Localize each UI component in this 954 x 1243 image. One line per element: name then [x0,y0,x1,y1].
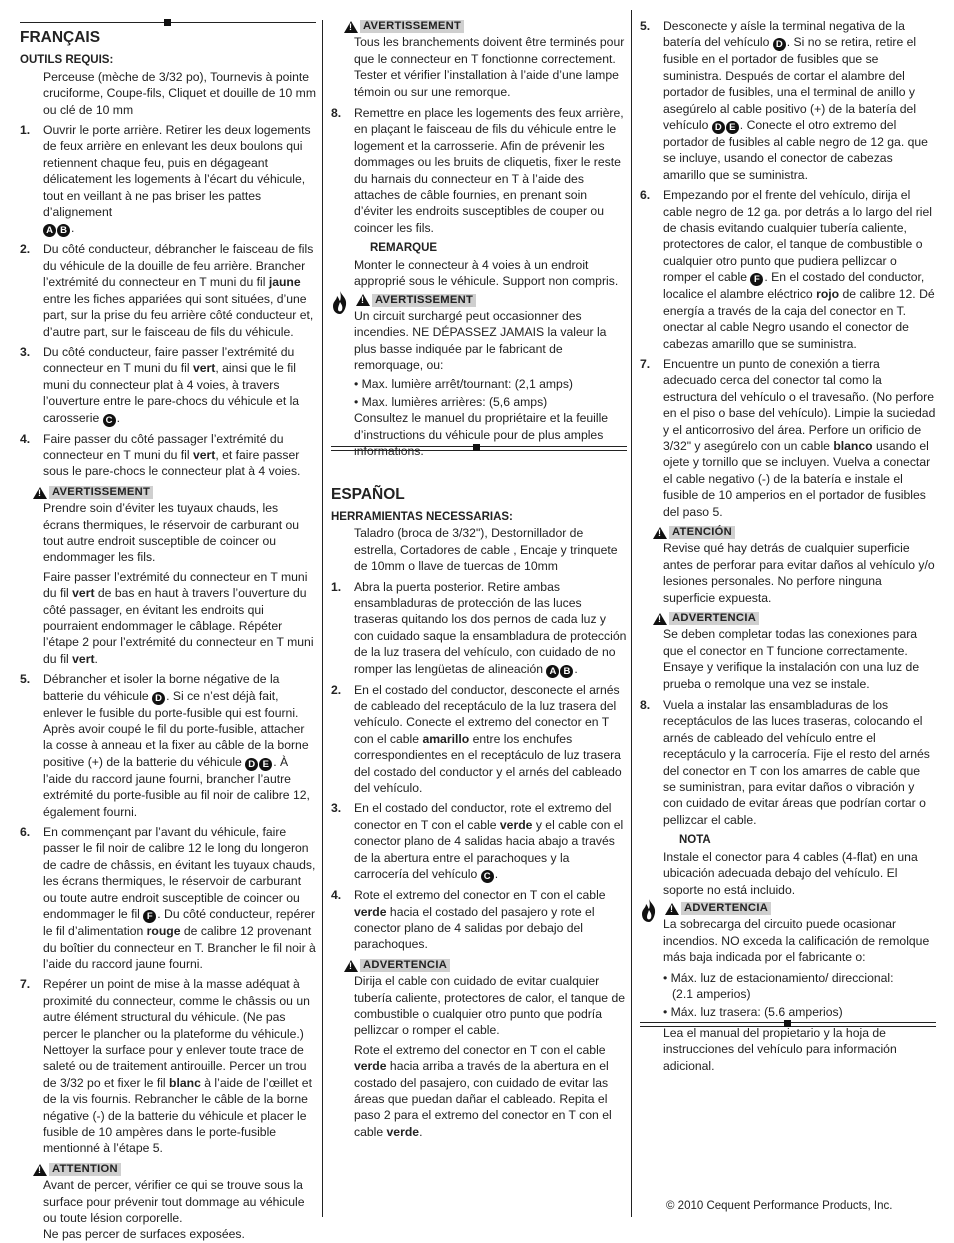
column-divider-1 [322,20,323,1217]
tools-text: Perceuse (mèche de 3/32 po), Tournevis à pointe cruciforme, Coupe-fils, Cliquet et douille de 10 mm ou clé de 10 mm [43,69,316,117]
attention-block: !ATENCIÓN Revise qué hay detrás de cualquier superficie antes de perforar para evitar daños al vehículo y/o lesiones personales. No perfore ninguna superficie expuesta. [640,524,936,606]
step-text: Ouvrir le porte arrière. Retirer les deux logements de feux arrière en enlevant les deux boulons qui retiennent chaque feu, puis en dégageant délicatement les logements à l’écart du véhicule, tout en veillant à ne pas briser les pattes d’alignement [43,123,311,220]
step: 2. Du côté conducteur, débrancher le faisceau de fils du véhicule de la douille de feu arrière. Brancher l’extrémité du connecteur en T muni du fil jaune entre les fiches appariées qui sont situées, d’une part, sur la prise du feu arrière côté conducteur et, d’autre part, sur le faisceau de fils du véhicule. [20,242,314,339]
step: 3. En el costado del conductor, rote el extremo del conector en T con el cable verde y el cable con el conector plano de 4 salidas hacia abajo a través de la abertura entre el parachoques y la carrocería del vehículo C . [331,801,624,883]
letter-c-icon: C [103,414,116,427]
step: 7. Encuentre un punto de conexión a tierra adecuado cerca del conector tal como la estructura del vehículo o el travesaño. (No perfore en el piso o base del vehículo). Limpie la suciedad y el anticorrosivo del área. Perfore un orificio de 3/32" y asegúrelo con un cable blanco usando el ojete y tornillo que se incluyen. Vuelva a conectar el cable negativo (-) de la batería e instale el fusible de 10 amperios en el portador de fusibles del paso 5. [640,356,936,519]
warning-icon [344,21,358,33]
step: 4. Rote el extremo del conector en T con el cable verde hacia el costado del pasajero y rote el conector plano de 4 salidas por debajo del parachoques. [331,888,606,952]
column-spanish-cont [640,0,936,1074]
letter-d-icon: D [152,692,165,705]
section-heading: FRANÇAIS [20,29,101,46]
fire-hazard-icon [640,898,658,924]
letter-c-icon: C [481,870,494,883]
step: 3. Du côté conducteur, faire passer l’extrémité du connecteur en T muni du fil vert, ainsi que le fil muni du connecteur plat à 4 voies, à travers l’ouverture entre le pare-chocs du véhicule et la carosserie C . [20,344,300,426]
column-middle [331,0,627,1140]
step: 7. Repérer un point de mise à la masse adéquat à proximité du connecteur, comme le châssis ou un autre élément structural du véhicule. (Ne pas percer le plancher ou la plateforme du véhicule.) Nettoyer la surface pour y enlever toute trace de saleté ou de traitement antirouille. Percer un trou de 3/32 po et fixer le fil blanc à l’aide de l’œillet et de la vis fournis. Rebrancher le câble de la borne négative (-) de la batterie du véhicule et placer le fusible de 10 ampères dans le porte-fusible mentionné à l’étape 5. [20,977,312,1156]
letter-b-icon: B [57,224,70,237]
warning-block: !AVERTISSEMENT Tous les branchements doivent être terminés pour que le connecteur en T fonctionne correctement. Tester et vérifier l’installation à l’aide d’une lampe témoin ou sur une remorque. [331,18,627,100]
letter-d-icon: D [245,758,258,771]
letter-f-icon: F [143,910,156,923]
step: 8. Remettre en place les logements des feux arrière, en plaçant le faisceau de fils du véhicule entre le logement et la carrosserie. Afin de prévenir les dommages ou les bruits de cliquetis, fixer le reste du harnais du connecteur en T à l’aide des attaches de câble fournies, en prenant soin d’éviter les endroits susceptibles de couper ou coincer les fils. [331,106,624,235]
warning-block: !AVERTISSEMENT Prendre soin d’éviter les tuyaux chauds, les écrans thermiques, le réservoir de carburant ou tout autre endroit susceptible de coincer ou endommager les fils. Faire passer l’extrémité du connecteur en T muni du fil vert de bas en haut à travers l’ouverture du côté passager, en évitant les endroits qui pourraient endommager le câblage. Répéter l’étape 2 pour l’extrémité du connecteur en T muni du fil vert. [20,484,316,667]
warning-block: !ADVERTENCIA Se deben completar todas las conexiones para que el conector en T funcione correctamente. Ensaye y verifique la instalación con una luz de prueba o remolque una vez se instale. [640,610,936,692]
warning-block: !ADVERTENCIA Dirija el cable con cuidado de evitar cualquier tubería caliente, protectores de calor, el tanque de combustible o cualquier otro punto que podría pellizcar o romper el cable. Rote el extremo del conector en T con el cable verde hacia arriba a través de la abertura en el costado del pasajero, con cuidado de evitar las áreas que puedan dañar el cableado. Repita el paso 2 para el extremo del conector en T con el cable verde. [331,957,627,1140]
letter-f-icon: F [750,273,763,286]
warning-icon [653,527,667,539]
step: 5. Débrancher et isoler la borne négative de la batterie du véhicule D . Si ce n’est déjà fait, enlever le fusible du porte-fusible qui est fourni. Après avoir coupé le fil du porte-fusible, attacher la cosse à anneau et la fixer au câble de la borne positive (+) de la batterie du véhicule D E . À l’aide du raccord jaune fourni, brancher l’autre extrémité du porte-fusible au fil noir de calibre 12, également fourni. [20,672,310,819]
step: 2. En el costado del conductor, desconecte el arnés de cableado del receptáculo de la luz trasera del vehículo. Conecte el extremo del conector en T con el cable amarillo entre los enchufes correspondientes en el receptáculo de luz trasera del costado del conductor y el arnés del cableado del vehículo. [331,682,622,796]
letter-e-icon: E [726,121,739,134]
note-block: NOTA Instale el conector para 4 cables (4-flat) en una ubicación adecuada debajo del vehículo. El soporte no está incluido. [663,834,918,897]
step: 5. Desconecte y aísle la terminal negativa de la batería del vehículo D . Si no se retira, retire el fusible en el portador de fusibles que se suministra. Después de cortar el alambre del portador de fusibles, una el terminal de anillo y asegúrelo al cable positivo (+) de la batería del vehículo D E . Conecte el otro extremo del portador de fusibles al cable negro de 12 ga. que se incluye, usando el conector de cabezas amarillo que se suministra. [640,19,928,182]
letter-a-icon: A [546,665,559,678]
step: 1. Ouvrir le porte arrière. Retirer les deux logements de feux arrière en enlevant les deux boulons qui retiennent chaque feu, puis en dégageant délicatement les logements à l’écart du véhicule, tout en veillant à ne pas briser les pattes d’alignement A B . [20,123,311,237]
column-french [20,0,316,1243]
letter-d-icon: D [712,121,725,134]
letter-d-icon: D [773,38,786,51]
copyright: © 2010 Cequent Performance Products, Inc. [666,1200,893,1212]
tools-text: Taladro (broca de 3/32"), Destornillador de estrella, Cortadores de cable , Encaje y trinquete de 10mm o llave de tuercas de 10mm [354,526,618,574]
step: 1. Abra la puerta posterior. Retire ambas ensambladuras de protección de las luces traseras quitando los dos pernos de cada luz y con cuidado saque la ensambladura de protección de la luz trasera del vehículo, con cuidado de no romper las lengüetas de alineación A B . [331,579,627,677]
step: 8. Vuela a instalar las ensambladuras de los receptáculos de las luces traseras, colocando el arnés de cableado del vehículo entre el receptáculo y la carrocería. Fije el resto del arnés del conector en T con los amarres de cable que se suministran, para evitar daños o vibración y con cuidado de evitar áreas que podrían cortar o pellizcar el cable. [640,698,930,827]
warning-icon [653,613,667,625]
step: 6. En commençant par l’avant du véhicule, faire passer le fil noir de calibre 12 le long du longeron de cadre de châssis, en évitant les tuyaux chauds, les écrans thermiques, le réservoir de carburant ou toute autre endroit susceptible de coincer ou endommager le fil F . Du côté conducteur, repérer le fil d’alimentation rouge de calibre 12 provenant du boîtier du connecteur en T. Brancher le fil noir à l’aide du raccord jaune fourni. [20,825,316,971]
warning-icon [665,903,679,915]
tools-label: OUTILS REQUIS: [20,54,114,67]
column-divider-2 [631,10,632,1217]
section-heading: ESPAÑOL [331,485,405,503]
letter-a-icon: A [43,224,56,237]
warning-icon [356,294,370,306]
warning-icon [33,1164,47,1176]
step: 4. Faire passer du côté passager l’extrémité du connecteur en T muni du fil vert, et faire passer sous le pare-chocs le connecteur plat à 4 voies. [20,431,301,479]
remark-block: REMARQUE Monter le connecteur à 4 voies à un endroit approprié sous le véhicule. Support non compris. [354,242,619,289]
tools-label: HERRAMIENTAS NECESSARIAS: [331,510,513,523]
attention-block: !ATTENTION Avant de percer, vérifier ce qui se trouve sous la surface pour prévenir tout dommage au véhicule ou toute lésion corporelle. Ne pas percer de surfaces exposées. [20,1161,316,1243]
fire-warning-block: !ADVERTENCIA La sobrecarga del circuito puede ocasionar incendios. NO exceda la calificación de remolque más baja indicada por el fabricante o: • Máx. luz de estacionamiento/ direccional: (2.1 amperios) • Máx. luz trasera: (5.6 amperios) Lea el manual del propietario y la hoja de instrucciones del vehículo para información adicional. [640,900,936,1074]
fire-hazard-icon [331,290,349,316]
warning-icon [344,960,358,972]
fire-warning-block: !AVERTISSEMENT Un circuit surchargé peut occasionner des incendies. NE DÉPASSEZ JAMAIS la valeur la plus basse indiquée par le fabricant de remorquage, ou: • Max. lumière arrêt/tournant: (2,1 amps) • Max. lumières arrières: (5,6 amps) Consultez le manuel du propriétaire et la feuille d’instructions du véhicule pour de plus amples informations. [331,292,627,460]
step: 6. Empezando por el frente del vehículo, dirija el cable negro de 12 ga. por detrás a lo largo del riel de chasis evitando cualquier tubería caliente, protectores de calor, el tanque de combustible o cualquier otro punto que pudiera pellizcar o romper el cable F . En el costado del conductor, localice el alambre eléctrico rojo de calibre 12. Dé energía a través de la caja del conector en T. onectar al cable Negro usando el conector de cabezas amarillo que se suministra. [640,188,935,351]
warning-icon [33,487,47,499]
letter-e-icon: E [259,758,272,771]
letter-b-icon: B [560,665,573,678]
